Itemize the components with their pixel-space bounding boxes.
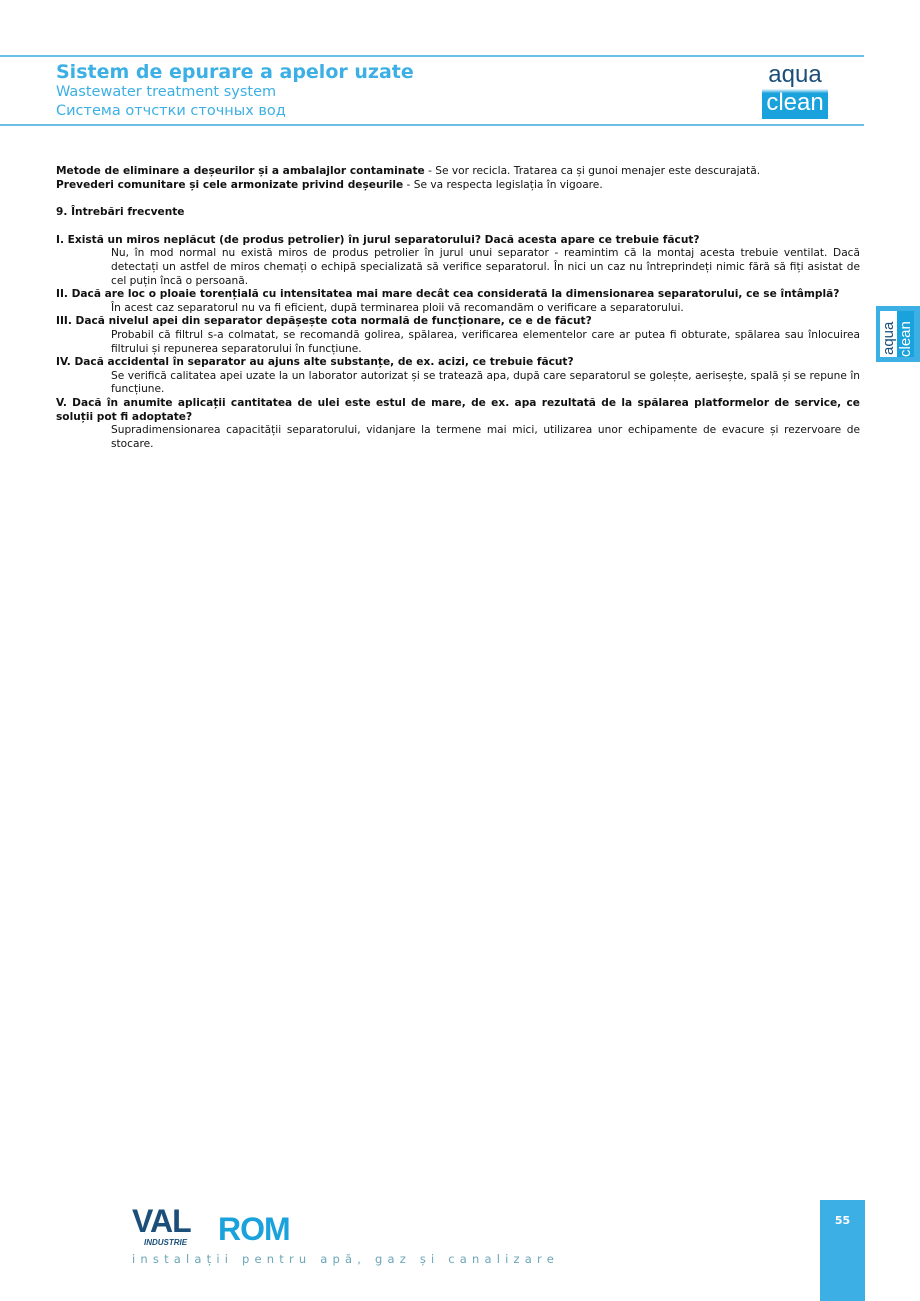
faq-question-text: I. Există un miros neplăcut (de produs petrolier) în jurul separatorului? Dacă acesta apare ce trebuie făcut? — [56, 233, 700, 246]
label-bold: Metode de eliminare a deșeurilor și a ambalajlor contaminate — [56, 165, 425, 177]
logo-aqua: aqua — [768, 61, 822, 88]
side-tab-aqua-clean — [876, 306, 920, 362]
logo-val: VAL — [132, 1203, 191, 1239]
faq-question — [56, 315, 860, 329]
section-heading — [56, 206, 860, 220]
faq-question — [56, 356, 860, 370]
faq-question-text: IV. Dacă accidental în separator au ajuns alte substanțe, de ex. acizi, ce trebuie făcut? — [56, 356, 574, 369]
subtitle-english: Wastewater treatment system — [56, 84, 277, 100]
faq-answer: În acest caz separatorul nu va fi eficient, după terminarea ploii vă recomandăm o verificare a separatorului. — [111, 301, 684, 314]
faq-answer: Se verifică calitatea apei uzate la un laborator autorizat și se tratează apa, după care separatorul se golește, aerisește, spală și se repune în funcțiune. — [111, 369, 860, 396]
logo-industrie: INDUSTRIE — [144, 1238, 188, 1247]
faq-question — [56, 288, 860, 302]
faq-question — [56, 234, 860, 248]
header-bottom-rule — [0, 124, 864, 126]
paragraph-waste-disposal — [56, 165, 860, 179]
faq-answer: Nu, în mod normal nu există miros de produs petrolier în jurul unui separator - reamintim că la montaj acesta trebuie ventilat. Dacă detectați un astfel de miros chemați o echipă specializată să verifice separatorul. În nici un caz nu întreprindeți nimic fără să fiți asistat de cel puțin încă o persoană. — [111, 247, 860, 287]
page-number-tab — [820, 1200, 865, 1301]
label-bold: Prevederi comunitare și cele armonizate privind deșeurile — [56, 178, 404, 191]
footer-tagline: instalații pentru apă, gaz și canalizare — [132, 1252, 559, 1266]
side-tab-aqua: aqua — [880, 321, 897, 355]
side-tab-clean: clean — [897, 321, 914, 357]
logo-rom: ROM — [218, 1211, 290, 1247]
faq-answer: Supradimensionarea capacității separatorului, vidanjare la termene mai mici, utilizarea unor echipamente de evacure și rezervoare de stocare. — [111, 424, 860, 450]
document-body — [56, 165, 860, 451]
header-top-rule — [0, 55, 864, 57]
faq-question-text: II. Dacă are loc o ploaie torențială cu intensitatea mai mare decât cea considerată la dimensionarea separatorului, ce se întâmplă? — [56, 288, 840, 301]
section-title: 9. Întrebări frecvente — [56, 206, 185, 219]
page-title: Sistem de epurare a apelor uzate — [56, 61, 414, 83]
faq-question-text: V. Dacă în anumite aplicații cantitatea de ulei este estul de mare, de ex. apa rezultată de la spălarea platformelor de service, ce soluții pot fi adoptate? — [56, 396, 860, 423]
aqua-clean-logo — [762, 63, 828, 119]
faq-question-text: III. Dacă nivelul apei din separator depășește cota normală de funcționare, ce e de făcut? — [56, 315, 592, 328]
paragraph-regulations — [56, 179, 860, 193]
paragraph-text: - Se va respecta legislația în vigoare. — [403, 178, 603, 191]
logo-clean: clean — [766, 89, 824, 116]
faq-answer: Probabil că filtrul s-a colmatat, se recomandă golirea, spălarea, verificarea elementelor care ar putea fi obturate, spălarea sau înlocuirea filtrului și repunerea separatorului în funcțiune. — [111, 328, 860, 355]
page-number: 55 — [834, 1214, 851, 1227]
subtitle-russian: Система отчстки сточных вод — [56, 103, 286, 119]
faq-question — [56, 397, 860, 424]
valrom-logo — [132, 1200, 304, 1248]
paragraph-text: - Se vor recicla. Tratarea ca și gunoi menajer este descurajată. — [424, 165, 761, 177]
